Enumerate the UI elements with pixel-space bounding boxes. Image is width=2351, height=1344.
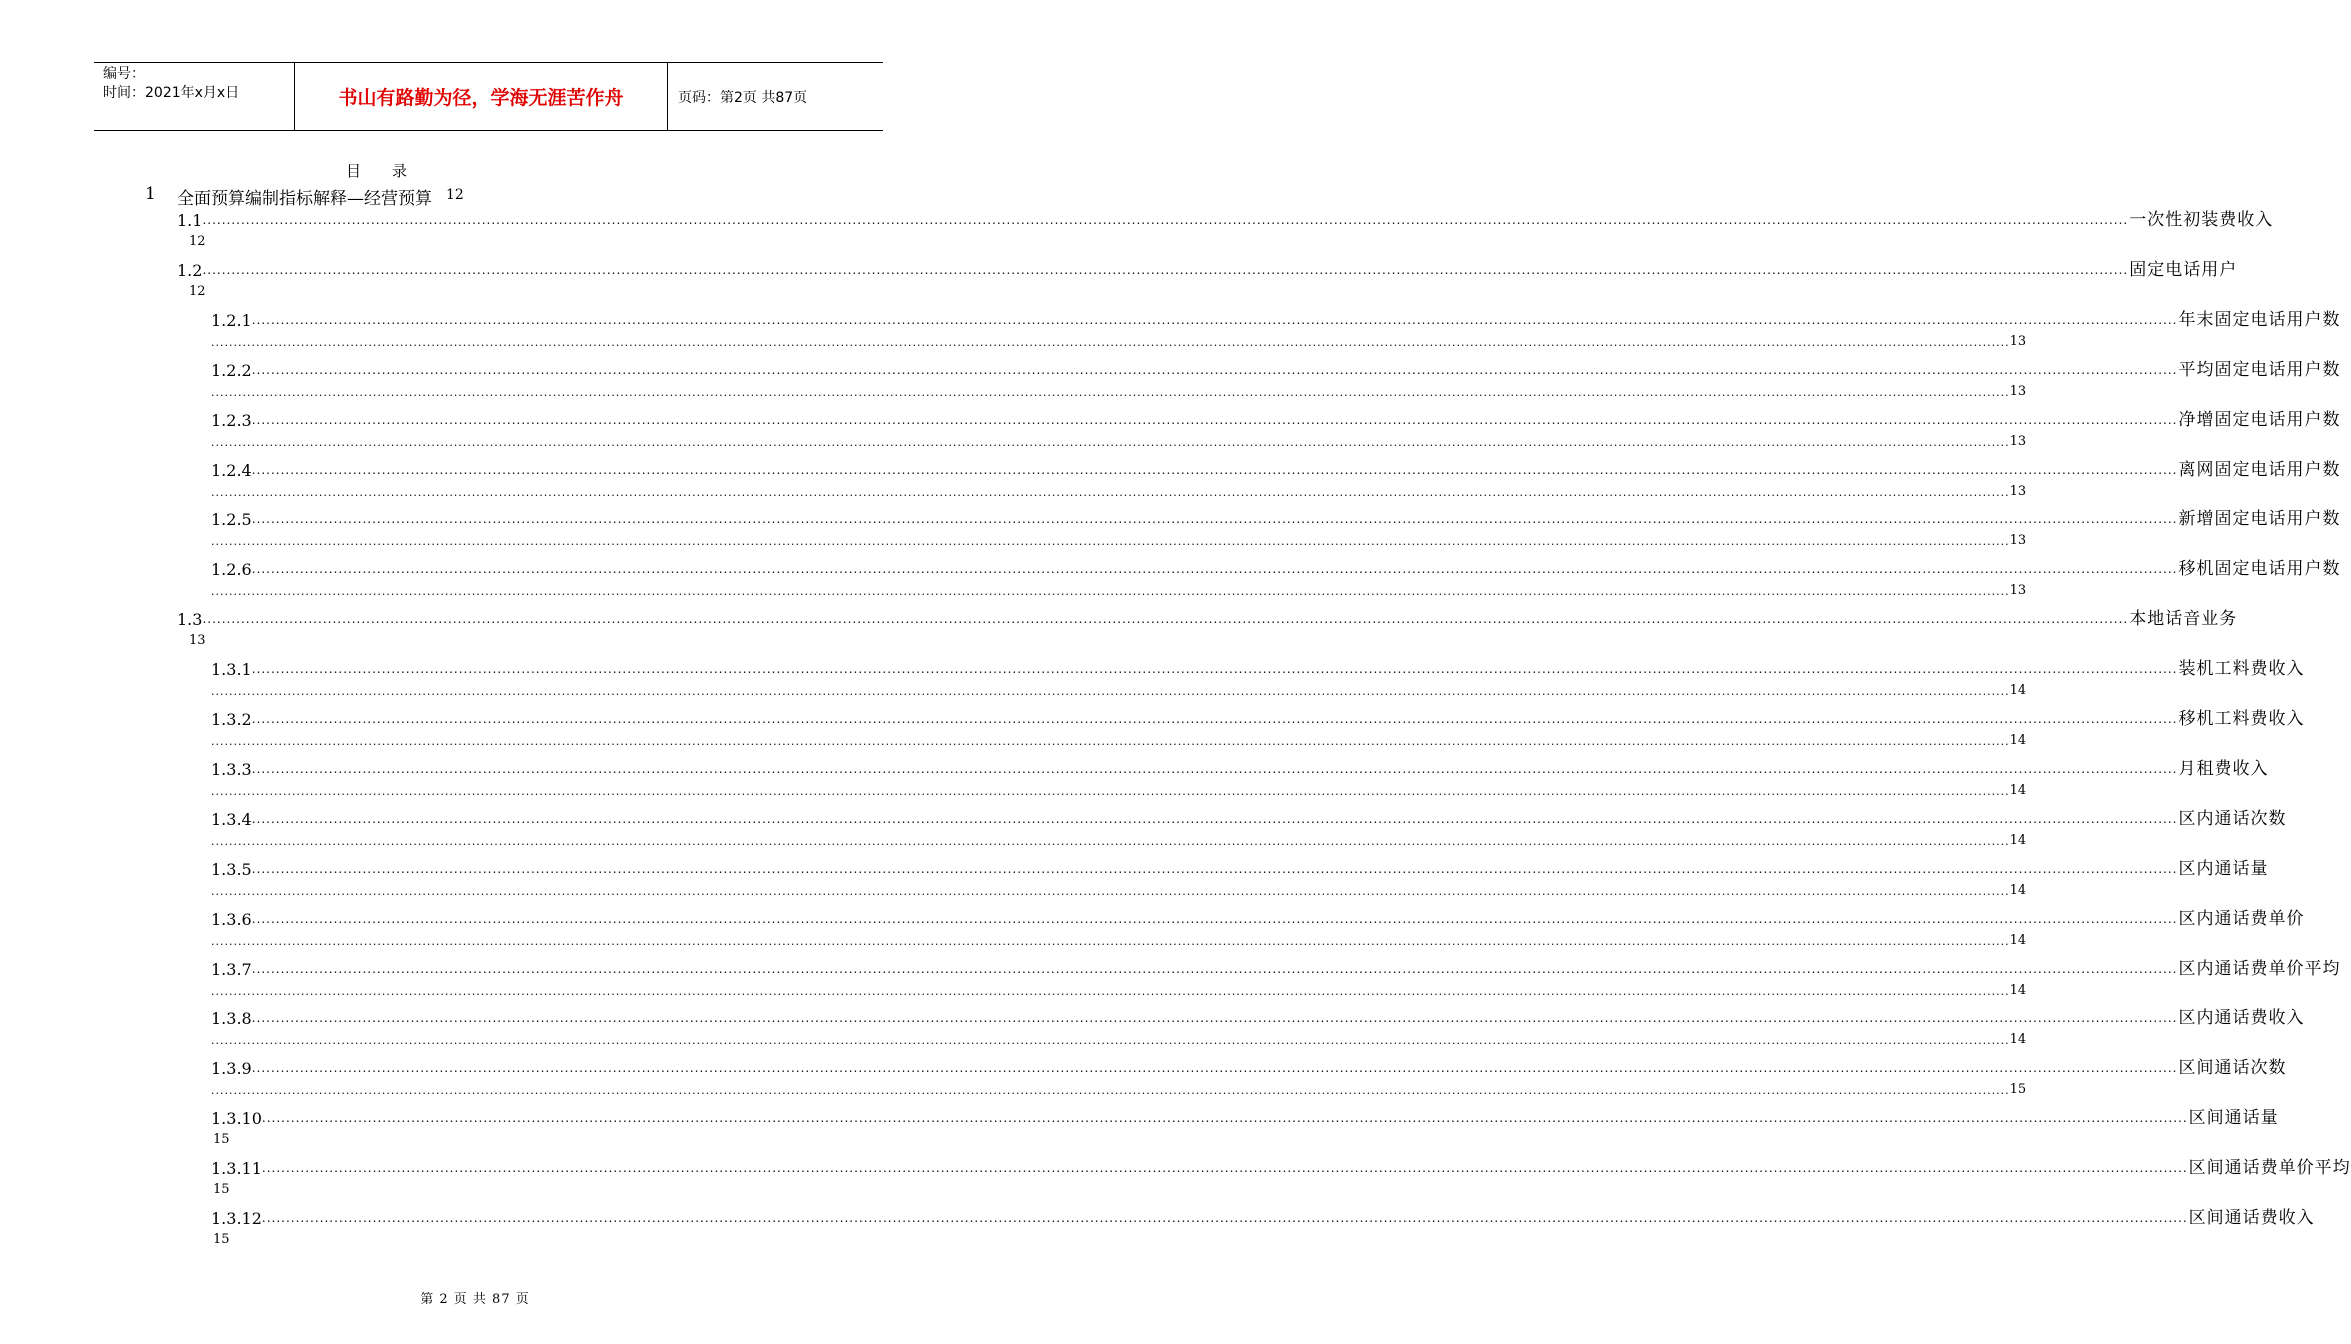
toc-leader-dots: ................................................................................................................................................................................................................................................................................................................................................................................................................ bbox=[251, 462, 2178, 477]
toc-entry-label: 新增固定电话用户数 bbox=[2178, 509, 2341, 530]
toc-entry-number: 1.3.2 bbox=[211, 710, 252, 729]
toc-entry-number: 1.3.7 bbox=[211, 959, 252, 979]
toc-entry-number: 1.3.1 bbox=[211, 660, 252, 680]
header-meta bbox=[94, 63, 295, 130]
time-label: 时间：2021年x月x日 bbox=[103, 85, 240, 101]
toc-entry-page: 14 bbox=[2009, 683, 2027, 699]
toc-entry-page: 15 bbox=[213, 1132, 230, 1148]
toc-entry-page: 15 bbox=[2009, 1082, 2027, 1098]
toc-entry-number: 1 bbox=[145, 184, 156, 204]
toc-entry-label: 区内通话量 bbox=[2178, 858, 2269, 879]
toc-leader-dots: ................................................................................................................................................................................................................................................................................................................................................................................................................ bbox=[211, 435, 2010, 449]
toc-entry-label: 区间通话量 bbox=[2188, 1108, 2279, 1129]
toc-leader-dots: ................................................................................................................................................................................................................................................................................................................................................................................................................ bbox=[251, 1061, 2178, 1076]
toc-entry-label: 本地话音业务 bbox=[2129, 609, 2238, 630]
toc-entry-number: 1.3 bbox=[177, 610, 203, 630]
toc-entry-label: 装机工料费收入 bbox=[2178, 659, 2305, 680]
toc-leader-dots: ................................................................................................................................................................................................................................................................................................................................................................................................................ bbox=[211, 685, 2010, 699]
toc-leader-dots: ................................................................................................................................................................................................................................................................................................................................................................................................................ bbox=[211, 834, 2010, 848]
toc-entry-page: 14 bbox=[2009, 932, 2027, 948]
page-footer: 第 2 页 共 87 页 bbox=[420, 1292, 530, 1307]
toc-leader-dots: ................................................................................................................................................................................................................................................................................................................................................................................................................ bbox=[261, 1111, 2188, 1126]
toc-leader-dots: ................................................................................................................................................................................................................................................................................................................................................................................................................ bbox=[211, 784, 2010, 798]
toc-entry-label: 固定电话用户 bbox=[2129, 259, 2238, 280]
toc-leader-dots: ................................................................................................................................................................................................................................................................................................................................................................................................................ bbox=[202, 612, 2129, 627]
toc-leader-dots: ................................................................................................................................................................................................................................................................................................................................................................................................................ bbox=[251, 761, 2178, 776]
toc-entry-page: 15 bbox=[213, 1232, 230, 1247]
toc-entry-number: 1.2.2 bbox=[211, 360, 252, 380]
toc-entry-page: 14 bbox=[2009, 982, 2027, 998]
toc-leader-dots: ................................................................................................................................................................................................................................................................................................................................................................................................................ bbox=[251, 811, 2178, 826]
toc-leader-dots: ................................................................................................................................................................................................................................................................................................................................................................................................................ bbox=[251, 512, 2178, 527]
toc-title-char: 目 bbox=[346, 162, 363, 180]
toc-entry-label: 区间通话次数 bbox=[2178, 1058, 2287, 1079]
toc-entry-page: 12 bbox=[189, 234, 206, 249]
toc-entry-label: 区内通话费单价 bbox=[2178, 908, 2305, 929]
toc-entry-number: 1.2.5 bbox=[211, 510, 252, 530]
toc-entry-number: 1.3.10 bbox=[211, 1109, 262, 1129]
toc-entry-page: 15 bbox=[213, 1182, 230, 1198]
toc-entry-number: 1.3.9 bbox=[211, 1059, 252, 1079]
toc-leader-dots: ................................................................................................................................................................................................................................................................................................................................................................................................................ bbox=[211, 984, 2010, 998]
toc-entry-label: 年末固定电话用户数 bbox=[2178, 309, 2341, 330]
toc-entry-label: 一次性初装费收入 bbox=[2129, 210, 2274, 230]
toc-entry-page: 14 bbox=[2009, 782, 2027, 798]
toc-leader-dots: ................................................................................................................................................................................................................................................................................................................................................................................................................ bbox=[251, 562, 2178, 577]
toc-leader-dots: ................................................................................................................................................................................................................................................................................................................................................................................................................ bbox=[261, 1161, 2188, 1176]
toc-entry-label: 区内通话次数 bbox=[2178, 808, 2287, 829]
toc-leader-dots: ................................................................................................................................................................................................................................................................................................................................................................................................................ bbox=[251, 412, 2178, 427]
toc-entry-page: 14 bbox=[2009, 882, 2027, 898]
toc-entry-label: 区间通话费收入 bbox=[2188, 1208, 2315, 1228]
header-motto: 书山有路勤为径，学海无涯苦作舟 bbox=[295, 63, 668, 130]
toc-entry-number: 1.3.5 bbox=[211, 859, 252, 879]
toc-entry-page: 13 bbox=[2009, 483, 2027, 499]
toc-entry-label: 净增固定电话用户数 bbox=[2178, 409, 2341, 430]
toc-leader-dots: ................................................................................................................................................................................................................................................................................................................................................................................................................ bbox=[211, 934, 2010, 948]
toc-leader-dots: ................................................................................................................................................................................................................................................................................................................................................................................................................ bbox=[211, 1084, 2010, 1098]
toc-entry-label: 月租费收入 bbox=[2178, 758, 2269, 779]
toc-entry-number: 1.2.6 bbox=[211, 560, 252, 580]
toc-entry-number: 1.3.8 bbox=[211, 1009, 252, 1029]
toc-leader-dots: ................................................................................................................................................................................................................................................................................................................................................................................................................ bbox=[251, 712, 2178, 726]
toc-leader-dots: ................................................................................................................................................................................................................................................................................................................................................................................................................ bbox=[211, 585, 2010, 599]
toc-entry-number: 1.3.11 bbox=[211, 1159, 262, 1179]
toc-leader-dots: ................................................................................................................................................................................................................................................................................................................................................................................................................ bbox=[251, 1011, 2178, 1026]
toc-entry-page: 13 bbox=[189, 633, 206, 649]
toc-entry-number: 1.2.4 bbox=[211, 460, 252, 480]
toc-entry-label: 全面预算编制指标解释—经营预算 bbox=[177, 189, 432, 209]
page-header bbox=[94, 62, 883, 131]
toc-leader-dots: ................................................................................................................................................................................................................................................................................................................................................................................................................ bbox=[251, 861, 2178, 876]
toc-entry-page: 13 bbox=[2009, 533, 2027, 549]
toc-leader-dots: ................................................................................................................................................................................................................................................................................................................................................................................................................ bbox=[211, 385, 2010, 399]
toc-leader-dots: ................................................................................................................................................................................................................................................................................................................................................................................................................ bbox=[261, 1211, 2188, 1225]
toc-entry-number: 1.3.3 bbox=[211, 759, 252, 779]
toc-leader-dots: ................................................................................................................................................................................................................................................................................................................................................................................................................ bbox=[211, 535, 2010, 549]
toc-entry-label: 区间通话费单价平均 bbox=[2188, 1158, 2351, 1179]
toc-leader-dots: ................................................................................................................................................................................................................................................................................................................................................................................................................ bbox=[251, 911, 2178, 926]
toc-leader-dots: ................................................................................................................................................................................................................................................................................................................................................................................................................ bbox=[251, 961, 2178, 976]
toc-leader-dots: ................................................................................................................................................................................................................................................................................................................................................................................................................ bbox=[202, 262, 2129, 277]
toc-entry-chapter-1[interactable] bbox=[145, 184, 464, 209]
toc-entry-page: 13 bbox=[2009, 333, 2027, 349]
toc-entry-label: 平均固定电话用户数 bbox=[2178, 359, 2341, 380]
toc-leader-dots: ................................................................................................................................................................................................................................................................................................................................................................................................................ bbox=[211, 1034, 2010, 1048]
toc-entry-page: 14 bbox=[2009, 1032, 2027, 1048]
toc-entry-number: 1.3.4 bbox=[211, 809, 252, 829]
toc-entry-page: 12 bbox=[446, 187, 464, 203]
toc-entry-number: 1.2.3 bbox=[211, 410, 252, 430]
toc-leader-dots: ................................................................................................................................................................................................................................................................................................................................................................................................................ bbox=[251, 362, 2178, 377]
toc-entry-page: 14 bbox=[2009, 832, 2027, 848]
toc-entry-page: 13 bbox=[2009, 383, 2027, 399]
toc-entry-number: 1.2.1 bbox=[211, 310, 252, 330]
toc-entry-page: 13 bbox=[2009, 433, 2027, 449]
number-label: 编号： bbox=[103, 66, 145, 82]
toc-entry-label: 移机工料费收入 bbox=[2178, 709, 2305, 729]
toc-entry-label: 区内通话费单价平均 bbox=[2178, 958, 2341, 979]
toc-entry-label: 离网固定电话用户数 bbox=[2178, 459, 2341, 480]
toc-leader-dots: ................................................................................................................................................................................................................................................................................................................................................................................................................ bbox=[211, 735, 2010, 748]
toc-entry-number: 1.3.6 bbox=[211, 909, 252, 929]
toc-entry-label: 移机固定电话用户数 bbox=[2178, 559, 2341, 580]
toc-leader-dots: ................................................................................................................................................................................................................................................................................................................................................................................................................ bbox=[251, 662, 2178, 677]
toc-entry-page: 14 bbox=[2009, 733, 2027, 748]
toc-leader-dots: ................................................................................................................................................................................................................................................................................................................................................................................................................ bbox=[251, 312, 2178, 327]
toc-title-char: 录 bbox=[392, 162, 409, 180]
toc-entry-label: 区内通话费收入 bbox=[2178, 1008, 2305, 1029]
toc-leader-dots: ................................................................................................................................................................................................................................................................................................................................................................................................................ bbox=[211, 335, 2010, 349]
toc-entry-page: 12 bbox=[189, 283, 206, 299]
toc-entry-page: 13 bbox=[2009, 583, 2027, 599]
toc-title bbox=[346, 160, 438, 181]
toc-leader-dots: ................................................................................................................................................................................................................................................................................................................................................................................................................ bbox=[202, 213, 2129, 227]
toc-entry-number: 1.2 bbox=[177, 260, 203, 280]
toc-entry-number: 1.3.12 bbox=[211, 1209, 262, 1228]
toc-entry-number: 1.1 bbox=[177, 211, 203, 230]
header-page-info: 页码：第2页 共87页 bbox=[678, 89, 808, 106]
toc-leader-dots: ................................................................................................................................................................................................................................................................................................................................................................................................................ bbox=[211, 884, 2010, 898]
toc-leader-dots: ................................................................................................................................................................................................................................................................................................................................................................................................................ bbox=[211, 485, 2010, 499]
